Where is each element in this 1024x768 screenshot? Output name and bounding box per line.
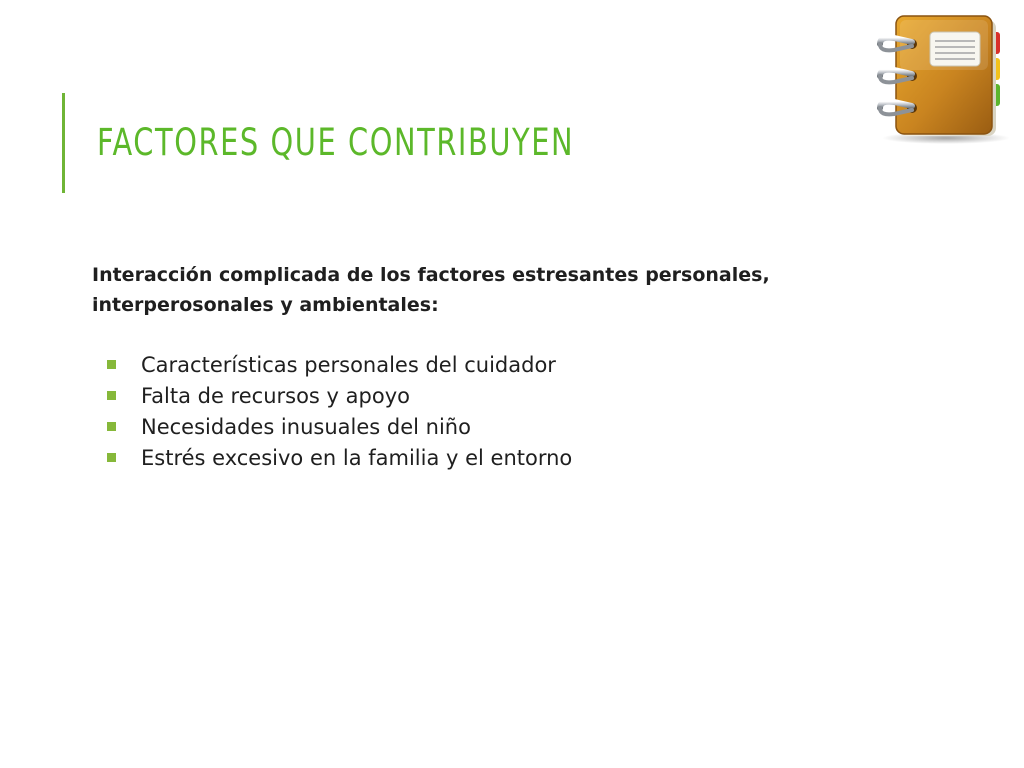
list-item	[92, 381, 912, 412]
intro-text	[92, 260, 912, 320]
square-bullet-icon	[107, 422, 116, 431]
square-bullet-icon	[107, 391, 116, 400]
list-item	[92, 443, 912, 474]
square-bullet-icon	[107, 360, 116, 369]
intro-line-2: interperosonales y ambientales:	[92, 294, 439, 316]
bullet-text: Falta de recursos y apoyo	[141, 384, 410, 408]
bullet-list	[92, 350, 912, 474]
list-item	[92, 412, 912, 443]
list-item	[92, 350, 912, 381]
bullet-text: Necesidades inusuales del niño	[141, 415, 471, 439]
intro-line-1: Interacción complicada de los factores estresantes personales,	[92, 264, 770, 286]
slide-title: FACTORES QUE CONTRIBUYEN	[97, 121, 575, 164]
notebook-icon	[872, 14, 1012, 148]
bullet-text: Características personales del cuidador	[141, 353, 556, 377]
bullet-text: Estrés excesivo en la familia y el entorno	[141, 446, 573, 470]
title-accent-bar	[62, 93, 65, 193]
square-bullet-icon	[107, 453, 116, 462]
slide-body	[92, 260, 912, 474]
